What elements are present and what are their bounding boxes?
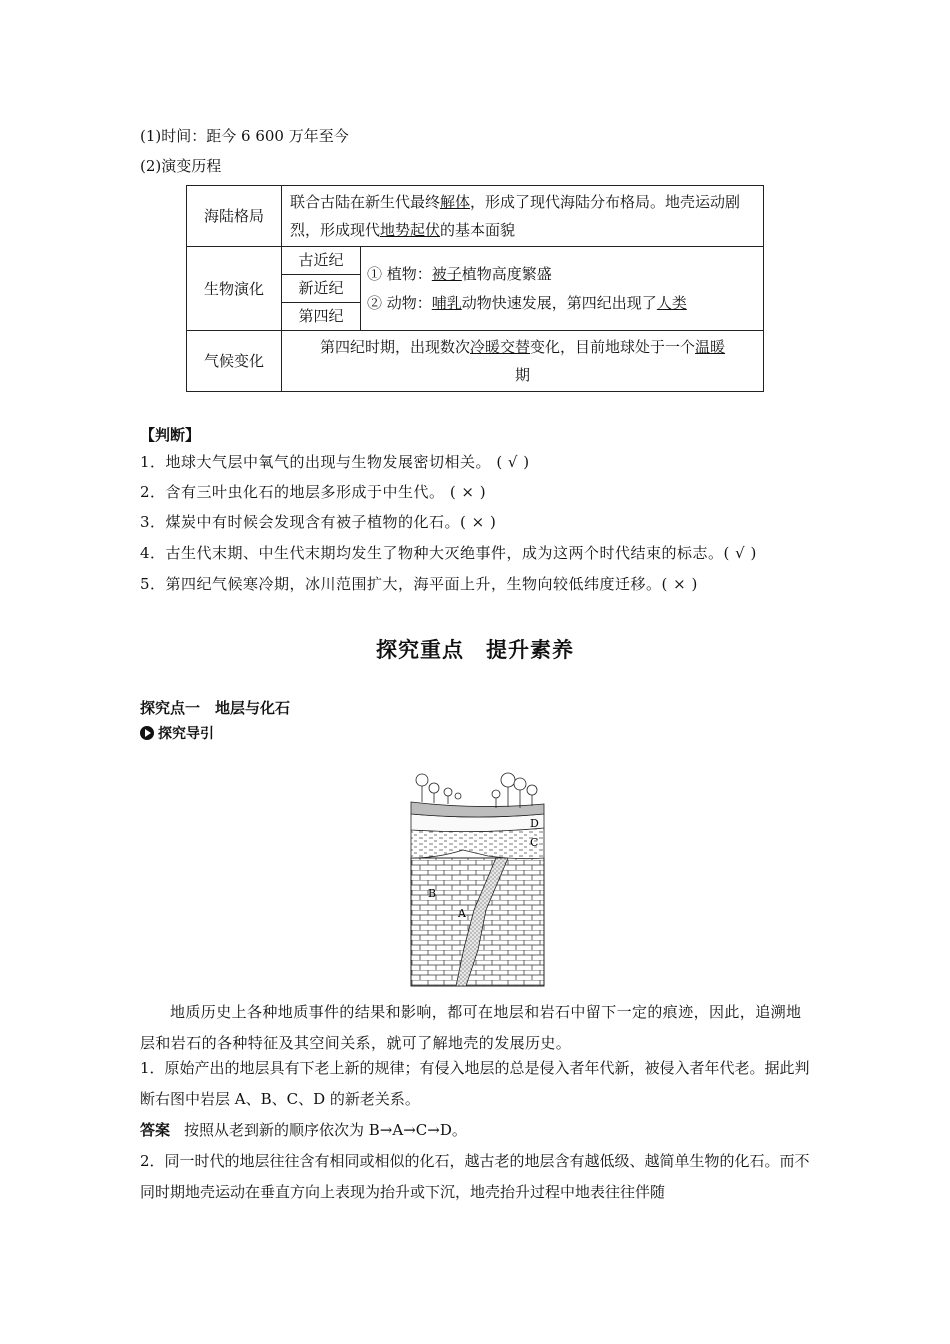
answer-line <box>140 1115 812 1146</box>
row-header-biology: 生物演化 <box>187 247 282 331</box>
tree-icon <box>416 773 537 808</box>
era-neogene: 新近纪 <box>282 275 361 303</box>
intro-paragraph: 地质历史上各种地质事件的结果和影响，都可在地层和岩石中留下一定的痕迹，因此，追溯地层和岩石的各种特征及其空间关系，就可了解地壳的发展历史。 <box>140 1003 802 1052</box>
label-b: B <box>428 887 437 900</box>
guide-label: 探究导引 <box>158 726 214 742</box>
biology-text <box>361 247 764 331</box>
era-paleogene: 古近纪 <box>282 247 361 275</box>
plant-line: ① 植物：被子植物高度繁盛 <box>367 264 552 283</box>
label-a: A <box>458 907 466 920</box>
judge-item: 1．地球大气层中氧气的出现与生物发展密切相关。 ( √ ) <box>140 453 530 471</box>
evolution-table <box>186 185 764 392</box>
table-row <box>187 331 764 392</box>
play-circle-icon <box>140 726 154 740</box>
judge-item: 3．煤炭中有时候会发现含有被子植物的化石。( × ) <box>140 513 497 531</box>
process-line: (2)演变历程 <box>140 157 222 175</box>
answer-text: 按照从老到新的顺序依次为 B→A→C→D。 <box>184 1121 467 1139</box>
guide-heading <box>140 723 214 743</box>
soil-layer <box>411 802 544 817</box>
label-c: C <box>530 836 539 849</box>
question-1: 1．原始产出的地层具有下老上新的规律；有侵入地层的总是侵入者年代新，被侵入者年代老。据此判断右图中岩层 A、B、C、D 的新老关系。 <box>140 1059 810 1108</box>
row-header-land-sea: 海陆格局 <box>187 186 282 247</box>
row-header-climate: 气候变化 <box>187 331 282 392</box>
strata-figure <box>408 770 548 990</box>
climate-text: 第四纪时期，出现数次冷暖交替变化，目前地球处于一个温暖 期 <box>282 331 764 392</box>
judge-item: 2．含有三叶虫化石的地层多形成于中生代。 ( × ) <box>140 483 487 501</box>
judge-heading: 【判断】 <box>140 426 201 444</box>
answer-label: 答案 <box>140 1121 171 1139</box>
judge-item: 4．古生代末期、中生代末期均发生了物种大灭绝事件，成为这两个时代结束的标志。( √ ) <box>140 544 757 562</box>
era-quaternary: 第四纪 <box>282 303 361 331</box>
land-sea-text: 联合古陆在新生代最终解体，形成了现代海陆分布格局。地壳运动剧烈，形成现代地势起伏的基本面貌 <box>282 186 764 247</box>
question-2: 2．同一时代的地层往往含有相同或相似的化石，越古老的地层含有越低级、越简单生物的化石。而不同时期地壳运动在垂直方向上表现为抬升或下沉，地壳抬升过程中地表往往伴随 <box>140 1152 810 1201</box>
label-d: D <box>530 817 539 830</box>
animal-line: ② 动物：哺乳动物快速发展，第四纪出现了人类 <box>367 293 687 312</box>
judge-item: 5．第四纪气候寒冷期，冰川范围扩大，海平面上升，生物向较低纬度迁移。( × ) <box>140 575 698 593</box>
table-row <box>187 186 764 247</box>
table-row <box>187 247 764 275</box>
section-title: 探究重点 提升素养 <box>376 638 574 662</box>
layer-c <box>411 828 544 859</box>
time-line: (1)时间：距今 6 600 万年至今 <box>140 127 349 145</box>
point-title: 探究点一 地层与化石 <box>140 699 291 717</box>
